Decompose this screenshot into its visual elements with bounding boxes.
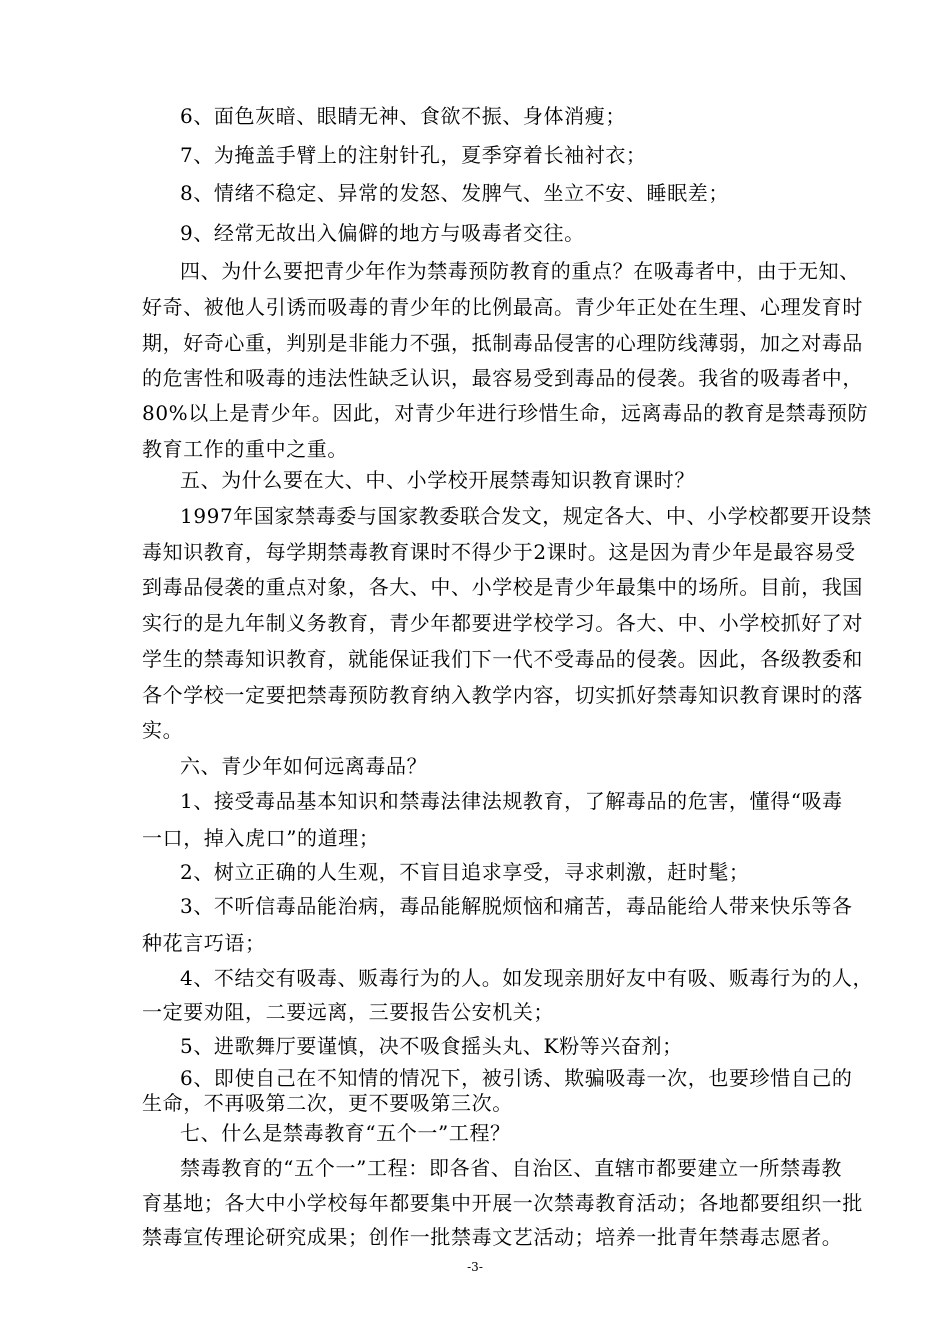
- section-6-item-4-line-1: 4、不结交有吸毒、贩毒行为的人。如发现亲朋好友中有吸、贩毒行为的人，: [180, 966, 874, 990]
- list-item-6-symptom: 6、面色灰暗、眼睛无神、食欲不振、身体消瘦；: [180, 104, 626, 128]
- section-6-item-3-line-2: 种花言巧语；: [142, 931, 266, 955]
- list-item-7-symptom: 7、为掩盖手臂上的注射针孔，夏季穿着长袖衬衣；: [180, 143, 647, 167]
- section-5-body-line-4: 实行的是九年制义务教育，青少年都要进学校学习。各大、中、小学校抓好了对: [142, 611, 863, 635]
- section-4-line-6: 教育工作的重中之重。: [142, 437, 348, 461]
- section-4-line-3: 期，好奇心重，判别是非能力不强，抵制毒品侵害的心理防线薄弱，加之对毒品: [142, 331, 863, 355]
- section-6-item-1-line-2: 一口，掉入虎口”的道理；: [142, 826, 380, 850]
- section-7-body-line-1: 禁毒教育的“五个一”工程：即各省、自治区、直辖市都要建立一所禁毒教: [180, 1156, 842, 1180]
- section-6-heading: 六、青少年如何远离毒品？: [180, 754, 428, 778]
- section-5-body-line-3: 到毒品侵袭的重点对象，各大、中、小学校是青少年最集中的场所。目前，我国: [142, 575, 863, 599]
- section-6-item-2: 2、树立正确的人生观，不盲目追求享受，寻求刺激，赶时髦；: [180, 860, 750, 884]
- section-4-line-2: 好奇、被他人引诱而吸毒的青少年的比例最高。青少年正处在生理、心理发育时: [142, 295, 863, 319]
- section-5-body-line-7: 实。: [142, 718, 184, 742]
- list-item-9-symptom: 9、经常无故出入偏僻的地方与吸毒者交往。: [180, 221, 585, 245]
- section-4-line-1: 四、为什么要把青少年作为禁毒预防教育的重点？在吸毒者中，由于无知、: [180, 259, 860, 283]
- section-6-item-5: 5、进歌舞厅要谨慎，决不吸食摇头丸、K粉等兴奋剂；: [180, 1034, 683, 1058]
- section-6-item-6-line-1: 6、即使自己在不知情的情况下，被引诱、欺骗吸毒一次，也要珍惜自己的: [180, 1066, 853, 1090]
- section-4-line-5: 80%以上是青少年。因此，对青少年进行珍惜生命，远离毒品的教育是禁毒预防: [142, 401, 869, 425]
- section-7-heading: 七、什么是禁毒教育“五个一”工程？: [180, 1121, 511, 1145]
- list-item-8-symptom: 8、情绪不稳定、异常的发怒、发脾气、坐立不安、睡眠差；: [180, 181, 729, 205]
- section-6-item-4-line-2: 一定要劝阻，二要远离，三要报告公安机关；: [142, 1000, 554, 1024]
- section-5-body-line-2: 毒知识教育，每学期禁毒教育课时不得少于2课时。这是因为青少年是最容易受: [142, 540, 856, 564]
- section-6-item-1-line-1: 1、接受毒品基本知识和禁毒法律法规教育，了解毒品的危害，懂得“吸毒: [180, 789, 843, 813]
- section-6-item-3-line-1: 3、不听信毒品能治病，毒品能解脱烦恼和痛苦，毒品能给人带来快乐等各: [180, 894, 853, 918]
- section-5-body-line-5: 学生的禁毒知识教育，就能保证我们下一代不受毒品的侵袭。因此，各级教委和: [142, 647, 863, 671]
- section-7-body-line-3: 禁毒宣传理论研究成果；创作一批禁毒文艺活动；培养一批青年禁毒志愿者。: [142, 1225, 843, 1249]
- section-7-body-line-2: 育基地；各大中小学校每年都要集中开展一次禁毒教育活动；各地都要组织一批: [142, 1191, 863, 1215]
- section-5-body-line-6: 各个学校一定要把禁毒预防教育纳入教学内容，切实抓好禁毒知识教育课时的落: [142, 683, 863, 707]
- section-6-item-6-line-2: 生命，不再吸第二次，更不要吸第三次。: [142, 1091, 513, 1115]
- section-5-body-line-1: 1997年国家禁毒委与国家教委联合发文，规定各大、中、小学校都要开设禁: [180, 504, 872, 528]
- section-4-line-4: 的危害性和吸毒的违法性缺乏认识，最容易受到毒品的侵袭。我省的吸毒者中，: [142, 366, 863, 390]
- section-5-heading: 五、为什么要在大、中、小学校开展禁毒知识教育课时？: [180, 468, 695, 492]
- page-number: -3-: [467, 1260, 483, 1274]
